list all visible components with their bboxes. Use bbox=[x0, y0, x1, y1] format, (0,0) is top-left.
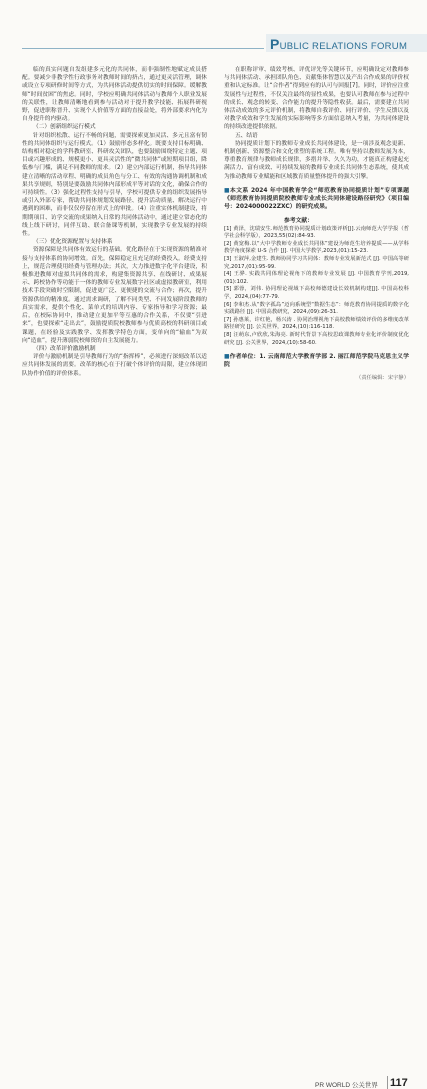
text-content: （三）优化资源配置与支持体系 bbox=[33, 239, 113, 246]
text-content: [6] 李和杰.从“数字孤岛”迈向系统型“数据生态”：师范教育协同提质的数字化实践路径 [J]. 中国高教研究，2024,(09):26-31. bbox=[224, 301, 409, 316]
responsible-editor bbox=[224, 374, 409, 382]
reference-item bbox=[224, 332, 409, 347]
page-number: 117 bbox=[390, 1077, 408, 1089]
reference-item bbox=[224, 241, 409, 256]
text-content: [1] 黄泽，沈瑞安生.师范教育协同提质计划政策评析[J].云南师范大学学报（哲学社会科学版），2023,55(02):84-93. bbox=[224, 225, 409, 240]
text-content: （二）创新组织运行模式 bbox=[33, 124, 96, 131]
reference-item bbox=[224, 286, 409, 301]
journal-section-title bbox=[270, 36, 407, 52]
body-paragraph bbox=[22, 66, 207, 123]
body-paragraph bbox=[224, 66, 409, 132]
reference-item bbox=[224, 256, 409, 271]
section-heading bbox=[22, 345, 207, 353]
footer-divider bbox=[387, 1076, 388, 1089]
text-content: [3] 王淑萍,金建生. 教师协同学习共同体：教师专业发展新范式 [J]. 中国高等研究,2017,(01):95-99. bbox=[224, 256, 409, 270]
page-footer bbox=[0, 540, 427, 1089]
text-content: 在职称评审、绩效考核、评优评先等关键环节，应明确设定对教师参与共同体活动、承担团队角色、贡献集体智慧以及产出合作成果的评价权重和认定标准。让“合作者”得到应有的认可与回报[7]。同时，评价应注重发展性与过程性，不仅关注最终的显性成果，也要认可教师在参与过程中的成长、观念的转变、合作能力的提升等隐性收获。最后，需要建立共同体活动成效的多元评价机制，将教师自我评价、同行评价、学生反馈以及对教学成效和学生发展的实际影响等多方面信息纳入考量，为共同体建设的持续改进提供依据。 bbox=[224, 67, 409, 131]
text-content: [4] 王骅. 实践共同体理论视角下的教师专业发展 [J]. 中国教育学刊,2019,(01):102. bbox=[224, 271, 409, 285]
section-title-rest: UBLIC RELATIONS FORUM bbox=[279, 41, 408, 52]
reference-item bbox=[224, 302, 409, 317]
text-content: 临的真实问题自发组建多元化的共同体，而非强制性地赋定成员搭配。要减少非教学性行政事务对教师时间的挤占，通过更灵活管理，调休或设立专项研修时间等方式，为共同体活动提供切实的时间保障。缓解教师“时间贫困”的焦虑。同时，学校应明确共同体活动与教师个人职业发展的关联性，让教师清晰地看到参与活动对于提升教学技能、拓展科研视野，促进职称晋升、实现个人价值等方面的直接益处，将外部要求内化为自身提升的内驱动。 bbox=[22, 67, 207, 123]
text-content: [7] 孙惠莱，许红艳，杨兴涛 . 协同治理视角下高校教师绩效评价的多维度改革路径研究 [J]. 公关世界，2024,(10):116-118. bbox=[224, 316, 409, 331]
reference-item bbox=[224, 317, 409, 332]
text-content: （四）改革评价激励机制 bbox=[33, 345, 96, 352]
text-content: [5] 郭蓉，刘伟. 协同理论视域下高校师德建设长效机制构建[J]. 中国高校科学，2024,(04):77-79. bbox=[224, 286, 409, 300]
text-content: 评价与激励机制是引导教师行为的“指挥棒”，必须进行深刻改革以适应共同体发展的需要。改革的核心在于打破个体评价的局限，建立体现团队协作价值的评价体系。 bbox=[22, 354, 207, 377]
text-content: [2] 黄宽梅.以“大中学教师专业成长共同体”建设为师范生培养提质——从学科教学角度探索 U-S 合作 [J]. 中国大学教学,2023,(01):15-23. bbox=[224, 240, 409, 255]
section-title-initial: P bbox=[270, 36, 280, 52]
reference-item bbox=[224, 226, 409, 241]
body-paragraph bbox=[22, 246, 207, 344]
reference-item bbox=[224, 271, 409, 286]
note-marker-icon: ■ bbox=[224, 187, 230, 194]
section-heading bbox=[224, 132, 409, 140]
journal-logo: PR WORLD 公关世界 bbox=[315, 1082, 378, 1089]
note-marker-icon: ■ bbox=[224, 354, 230, 361]
references-title bbox=[224, 217, 409, 225]
text-content: 参考文献： bbox=[284, 218, 313, 225]
body-paragraph bbox=[22, 132, 207, 239]
project-note bbox=[224, 353, 409, 369]
left-column bbox=[22, 66, 207, 378]
text-content: 协同提质计划下的教师专业成长共同体建设，是一项涉及观念更新、机制创新、资源整合和文化重塑的系统工程。唯有坚持以教师发展为本，尊重教育规律与教师成长规律，多措并举、久久为功，才能真正构建起充满活力、富有成效、可持续发展的教师专业成长共同体生态系统，使其成为推动教师专业赋能和区域教育质量整体提升的强大引擎。 bbox=[224, 140, 409, 180]
section-heading bbox=[22, 238, 207, 246]
page-header bbox=[0, 0, 427, 56]
text-content: （责任编辑：宋宇静） bbox=[356, 374, 409, 381]
text-content: 本文系 2024 年中国教育学会“师范教育协同提质计划”专项课题《师范教育协同提质院校教师专业成长共同体建设路径研究》（项目编号：2024000022ZXC）的研究成果。 bbox=[224, 187, 409, 211]
header-rule bbox=[22, 48, 264, 49]
text-content: 针对组织松散、运行不畅的问题，需要探索更加灵活、多元且富有韧性的共同体组织与运行模式。（1）鼓励形态多样化。既要支持目标明确、结构相对稳定的学科教研室、科研攻关团队，也要鼓励围绕特定主题、项目或兴趣形成的、规模更小、更具灵活性的“微共同体”或短期项目组，降低参与门槛，满足不同教师的需求。（2）建立内部运行机制，指导共同体建立清晰的活动章程、明确的成员角色与分工、有效的沟通协调机制和成果共享规则，特别是要鼓励共同体内部形成平等对话的文化，确保合作的可持续性。（3）强化过程性支持与引导，学校可提供专业的组织发展指导或引入外部专家，帮助共同体规划发展路径、提升活动质量、解决运行中遇到的困难，而非仅仅停留在形式上的审批。（4）注重实体机制建设，将期期项目、访学交流的成果纳入日常的共同体活动中，通过建立常态化的线上线下研讨，同伴互助、联合备课等机制，实现教学专业发展的持续性。 bbox=[22, 132, 207, 238]
text-content: 作者单位：1. 云南师范大学教育学部 2. 丽江师范学院马克思主义学院 bbox=[224, 354, 409, 369]
text-content: [8] 汪萌东,卢欣欣,朱海亮. 新时代背景下高校思政课教师专业化评价制度优化研究 [J]. 公关世界，2024,(10):58-60. bbox=[224, 331, 409, 346]
section-heading bbox=[22, 123, 207, 131]
text-content: 资源保障是共同体有效运行的基础。优化路径在于实现资源的精准对接与支持体系的协同增效。首先，保障稳定且充足的经费投入。经费支持上，规范合理使用经费与管理办法；其次，大力推进数字化平台建设，积极推进教师对虚拟共同体的需求，构建集资源共享、在线研讨、成果展示、跨校协作等功能于一体的教师专业发展数字社区或虚拟教研室，利用技术手段突破时空限制，促进更广泛、更便捷的交流与合作；再次，提升资源供给的精准度。通过需求调研，了解不同类型、不同发展阶段教师的真实需求，提供个性化、菜单式的培训内容、专家指导和学习资源；最后，在校际协同中，推动建立更加平等互惠的合作关系，不仅要“引进来”，也要探索“走出去”，鼓励提质院校教师参与优质高校的科研项目或课题，在经验及实践教学、发挥教学特色方面，变单向的“输血”为双向“造血”，提升薄弱院校师资的自主发展能力。 bbox=[22, 247, 207, 344]
text-content: 五、结语 bbox=[235, 132, 258, 139]
body-paragraph bbox=[22, 353, 207, 378]
body-paragraph bbox=[224, 140, 409, 181]
project-note bbox=[224, 187, 409, 212]
right-column bbox=[224, 66, 409, 382]
